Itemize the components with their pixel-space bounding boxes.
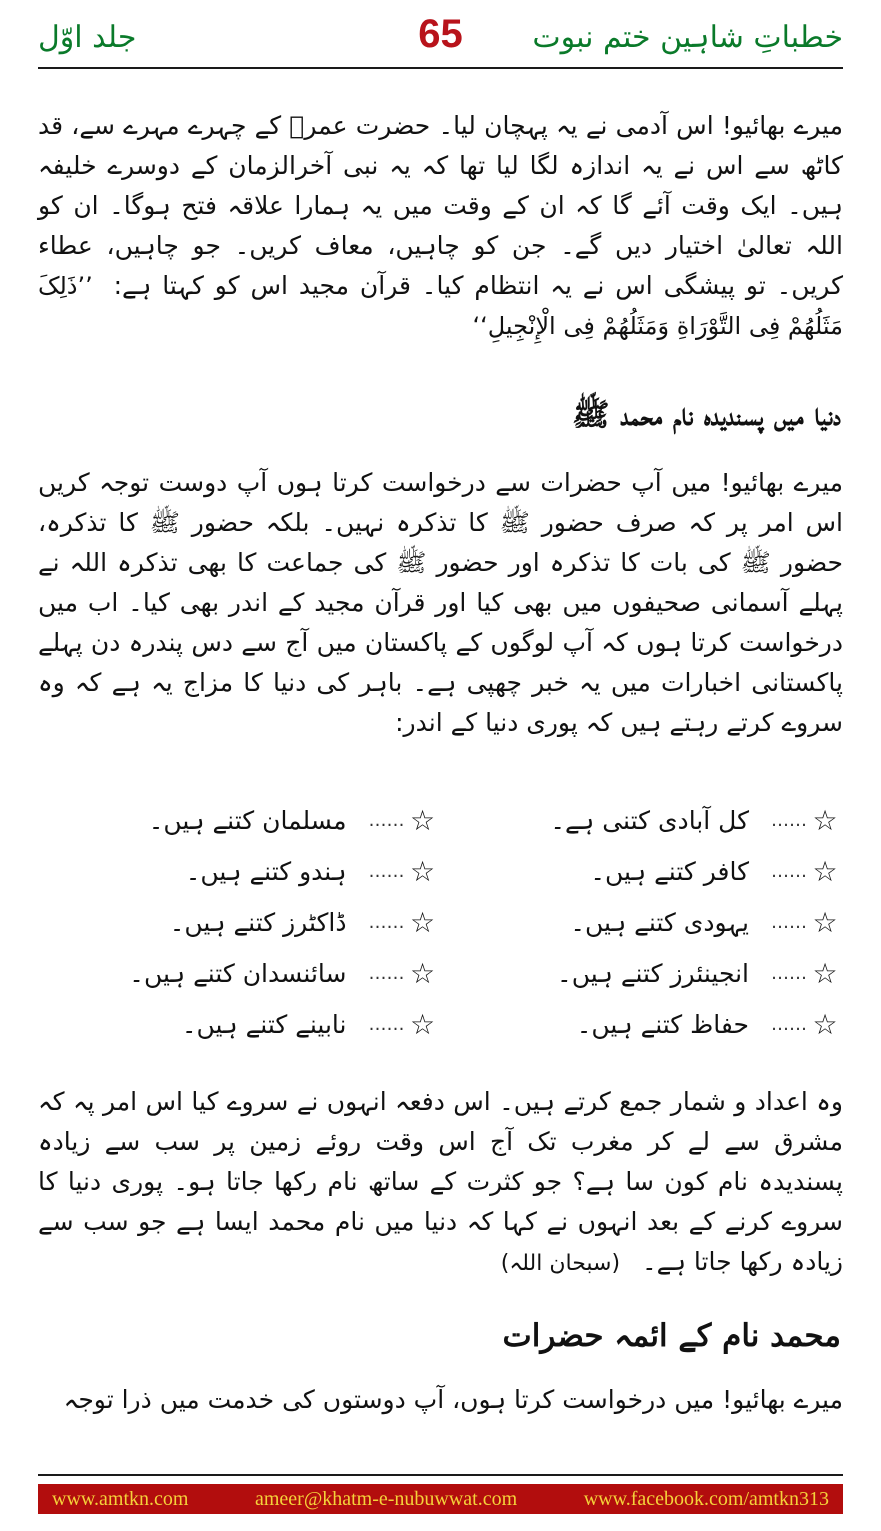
footer-email-link[interactable]: ameer@khatm-e-nubuwwat.com — [254, 1487, 518, 1510]
survey-list — [38, 795, 843, 1050]
star-icon: ☆ — [409, 1008, 436, 1041]
imams-text: میرے بھائیو! میں درخواست کرتا ہوں، آپ دوستوں کی خدمت میں ذرا توجہ — [63, 1385, 843, 1414]
star-icon: ☆ — [409, 957, 436, 990]
leader-dots: …… — [771, 810, 807, 831]
intro-text: میرے بھائیو! اس آدمی نے یہ پہچان لیا۔ حضرت عمرؓ کے چہرے مہرے سے، قد کاٹھ سے اس نے یہ اندازہ لگا لیا تھا کہ یہ نبی آخرالزمان کے دوسرے خلیفہ ہیں۔ ایک وقت آئے گا کہ ان کے وقت میں یہ ہمارا علاقہ فتح ہوگا۔ ان کو اللہ تعالیٰ اختیار دیں گے۔ جن کو چاہیں، معاف کریں۔ جو چاہیں، عطاء کریں۔ تو پیشگی اس نے یہ انتظام کیا۔ قرآن مجید اس کو کہتا ہے: — [38, 111, 843, 300]
list-item: ہندو کتنے ہیں۔ — [185, 857, 347, 886]
list-item: نابینے کتنے ہیں۔ — [181, 1010, 347, 1039]
list-row — [38, 795, 843, 846]
leader-dots: …… — [368, 1014, 405, 1035]
list-row — [38, 999, 843, 1050]
page-number: 65 — [418, 12, 463, 56]
leader-dots: …… — [771, 963, 807, 984]
leader-dots: …… — [368, 861, 405, 882]
star-icon: ☆ — [409, 855, 436, 888]
leader-dots: …… — [368, 912, 405, 933]
list-item: کل آبادی کتنی ہے۔ — [550, 806, 749, 835]
star-icon: ☆ — [812, 804, 838, 837]
list-item: کافر کتنے ہیں۔ — [590, 857, 749, 886]
volume-label: جلد اوّل — [38, 20, 137, 55]
list-item: مسلمان کتنے ہیں۔ — [148, 806, 347, 835]
footer-bar — [38, 1484, 843, 1514]
quran-quote: ’’ذَلِکَ مَثَلُهُمْ فِی التَّوْرَاةِ وَمَثَلُهُمْ فِی الْإِنْجِیلِ‘‘ — [38, 272, 843, 340]
section-heading-imams: محمد نام کے ائمہ حضرات — [502, 1318, 841, 1354]
leader-dots: …… — [771, 861, 807, 882]
star-icon: ☆ — [812, 1008, 838, 1041]
star-icon: ☆ — [409, 906, 436, 939]
imams-paragraph — [38, 1380, 843, 1420]
list-item: ڈاکٹرز کتنے ہیں۔ — [169, 908, 347, 937]
star-icon: ☆ — [812, 855, 838, 888]
star-icon: ☆ — [409, 804, 436, 837]
survey-text: میرے بھائیو! میں آپ حضرات سے درخواست کرتا ہوں آپ دوست توجہ کریں اس امر پر کہ صرف حضور ﷺ کا تذکرہ نہیں۔ بلکہ حضور ﷺ کا تذکرہ، حضور ﷺ کی بات کا تذکرہ اور حضور ﷺ کی جماعت کا بھی تذکرہ اللہ نے پہلے آسمانی صحیفوں میں بھی کیا اور قرآن مجید کے اندر بھی کیا۔ اب میں درخواست کرتا ہوں کہ آپ لوگوں کے پاکستان میں آج سے دس پندرہ دن پہلے پاکستانی اخبارات میں یہ خبر چھپی ہے۔ باہر کی دنیا کا مزاج یہ ہے کہ وہ سروے کرتے رہتے ہیں کہ پوری دنیا کے اندر: — [38, 468, 843, 737]
intro-paragraph — [38, 106, 843, 346]
star-icon: ☆ — [812, 957, 838, 990]
leader-dots: …… — [771, 912, 807, 933]
leader-dots: …… — [771, 1014, 807, 1035]
list-row — [38, 897, 843, 948]
section-heading-popular-name: دنیا میں پسندیدہ نام محمد ﷺ — [572, 397, 841, 433]
list-item: سائنسدان کتنے ہیں۔ — [129, 959, 347, 988]
footer-facebook-link[interactable]: www.facebook.com/amtkn313 — [583, 1487, 829, 1510]
survey-result-text: وہ اعداد و شمار جمع کرتے ہیں۔ اس دفعہ انہوں نے سروے کیا اس امر پہ کہ مشرق سے لے کر مغرب تک آج اس وقت روئے زمین پر سب سے زیادہ پسندیدہ نام کون سا ہے؟ جو کثرت کے ساتھ نام رکھا جاتا ہو۔ پوری دنیا کا سروے کرنے کے بعد انہوں نے کہا کہ دنیا میں نام محمد ایسا ہے جو سب سے زیادہ رکھا جاتا ہے۔ — [38, 1087, 843, 1276]
leader-dots: …… — [368, 963, 405, 984]
list-item: یہودی کتنے ہیں۔ — [570, 908, 749, 937]
list-item: انجینئرز کتنے ہیں۔ — [557, 959, 749, 988]
leader-dots: …… — [368, 810, 405, 831]
survey-result-paragraph — [38, 1082, 843, 1284]
survey-paragraph — [38, 463, 843, 743]
footer-website-link[interactable]: www.amtkn.com — [52, 1487, 189, 1510]
page-header — [38, 12, 843, 62]
star-icon: ☆ — [812, 906, 838, 939]
header-divider — [38, 67, 843, 69]
list-row — [38, 948, 843, 999]
list-row — [38, 846, 843, 897]
list-item: حفاظ کتنے ہیں۔ — [576, 1010, 749, 1039]
footer-divider — [38, 1474, 843, 1476]
attribution-subhanallah: (سبحان اللہ) — [500, 1251, 621, 1276]
book-title: خطباتِ شاہین ختم نبوت — [532, 20, 843, 55]
